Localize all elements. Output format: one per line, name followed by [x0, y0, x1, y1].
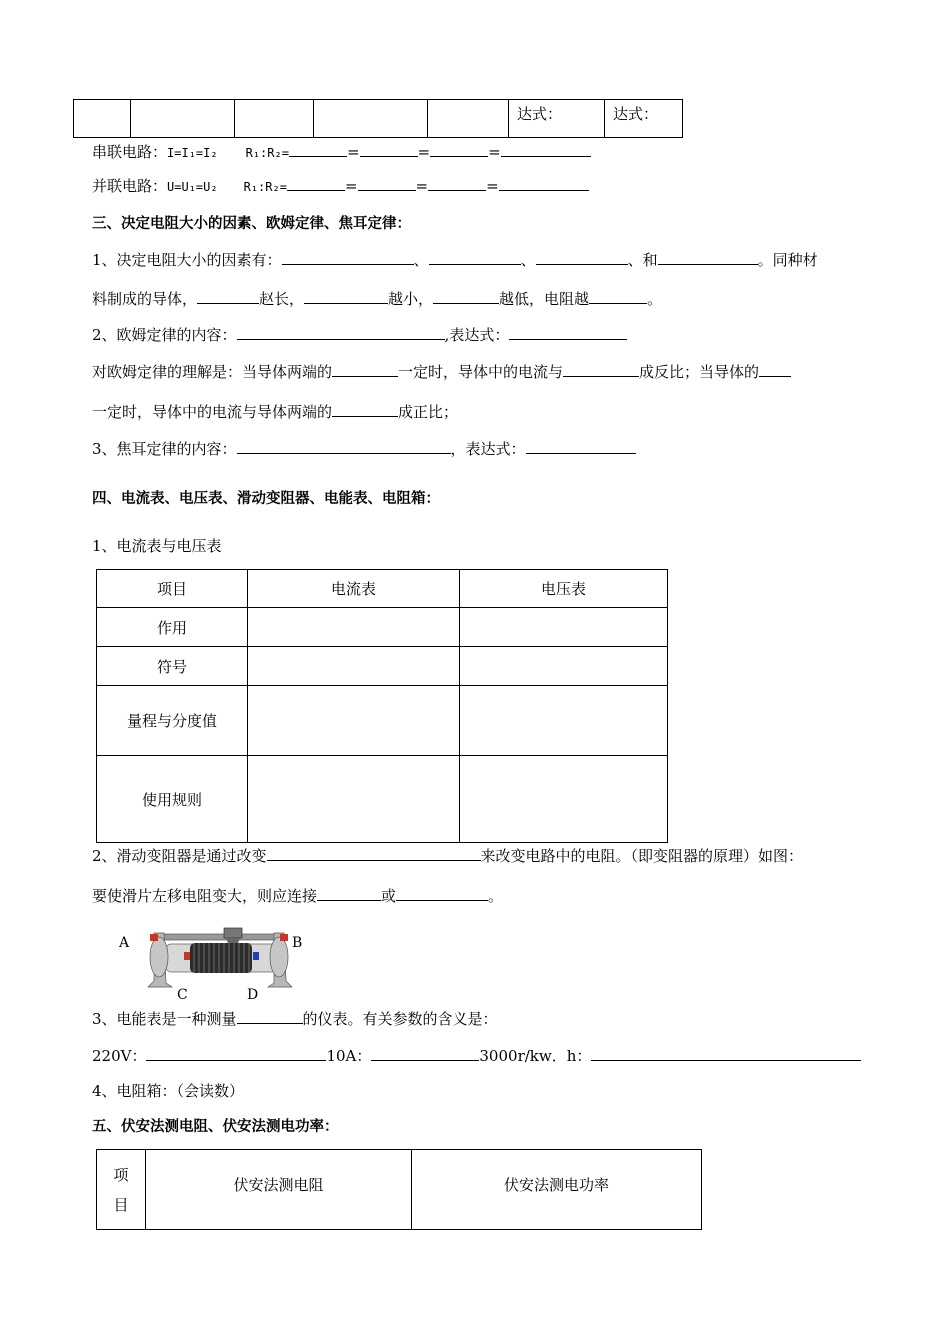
q2d-text: 或 — [381, 887, 397, 905]
table-header: 伏安法测电阻 — [146, 1150, 412, 1230]
q1-text: 1、决定电阻大小的因素有： — [92, 251, 282, 269]
q1b-text: 越小， — [388, 290, 434, 308]
section3-heading: 三、决定电阻大小的因素、欧姆定律、焦耳定律： — [92, 216, 411, 232]
table-row-label: 作用 — [97, 608, 248, 647]
q2-u-text: 成反比；当导体的 — [639, 363, 760, 381]
q3a-text: 3、电能表是一种测量 — [92, 1010, 237, 1028]
table-cell — [248, 686, 460, 756]
param-220v: 220V： — [92, 1047, 147, 1065]
q2-v-text: 一定时，导体中的电流与导体两端的 — [92, 403, 333, 421]
section3-q2-understanding-2 — [92, 402, 458, 422]
rheostat-label-c: C — [177, 987, 188, 1003]
q1b-text: 赵长， — [259, 290, 305, 308]
section4-q3 — [92, 1009, 498, 1029]
q2e-text: 。 — [488, 887, 504, 905]
q1b-text: 越低，电阻越 — [499, 290, 590, 308]
table-row-label: 量程与分度值 — [97, 686, 248, 756]
q1b-text: 料制成的导体， — [92, 290, 198, 308]
rheostat-label-d: D — [247, 987, 259, 1003]
q3-text: 3、焦耳定律的内容： — [92, 440, 237, 458]
table-row-label: 符号 — [97, 647, 248, 686]
top-table-cell: 达式： — [509, 100, 605, 138]
q2c-text: 要使滑片左移电阻变大，则应连接 — [92, 887, 318, 905]
parallel-line — [92, 176, 589, 197]
sep: 、和 — [627, 251, 658, 269]
rheostat-label-a: A — [119, 935, 130, 951]
table-header: 伏安法测电功率 — [412, 1150, 702, 1230]
section4-heading: 四、电流表、电压表、滑动变阻器、电能表、电阻箱： — [92, 491, 440, 507]
parallel-ratio: R₁:R₂= — [243, 180, 287, 194]
table-cell — [460, 647, 668, 686]
eq-sign: = — [344, 177, 358, 195]
table-row-label: 使用规则 — [97, 756, 248, 843]
section4-sub1: 1、电流表与电压表 — [92, 537, 222, 555]
eq-sign: = — [346, 143, 360, 161]
section4-q4: 4、电阻箱：（会读数） — [92, 1082, 245, 1100]
q1-end: 。同种材 — [757, 251, 818, 269]
section4-q2 — [92, 846, 803, 866]
section3-q1b — [92, 289, 662, 309]
section4-q2c — [92, 886, 503, 906]
q3-expr: ，表达式： — [450, 440, 526, 458]
series-formula: I=I₁=I₂ — [167, 146, 218, 160]
param-10a: 10A： — [326, 1047, 372, 1065]
eq-sign: = — [486, 177, 499, 195]
section3-q3 — [92, 439, 636, 459]
table-cell — [248, 608, 460, 647]
method-table — [96, 1149, 702, 1230]
q3b-text: 的仪表。有关参数的含义是： — [302, 1010, 498, 1028]
top-table — [73, 99, 683, 138]
param-3000r: 3000r/kw．h： — [479, 1047, 592, 1065]
section5-heading: 五、伏安法测电阻、伏安法测电功率： — [92, 1119, 339, 1135]
col0-a: 项 — [113, 1165, 129, 1184]
meter-table — [96, 569, 668, 843]
table-cell — [248, 756, 460, 843]
sep: 、 — [413, 251, 429, 269]
top-table-cell — [131, 100, 235, 138]
eq-sign: = — [417, 143, 431, 161]
col0-b: 目 — [113, 1195, 129, 1214]
table-cell — [460, 686, 668, 756]
sep: 、 — [520, 251, 536, 269]
top-table-cell — [235, 100, 314, 138]
top-table-cell — [74, 100, 131, 138]
table-header — [97, 1150, 146, 1230]
q2-u-text: 对欧姆定律的理解是：当导体两端的 — [92, 363, 333, 381]
parallel-formula: U=U₁=U₂ — [167, 180, 218, 194]
q2-v-text: 成正比； — [398, 403, 459, 421]
section4-params — [92, 1046, 861, 1066]
rheostat-label-b: B — [292, 935, 303, 951]
table-header: 电流表 — [248, 570, 460, 608]
q1b-text: 。 — [647, 290, 663, 308]
series-ratio: R₁:R₂= — [245, 146, 289, 160]
top-table-cell: 达式： — [605, 100, 683, 138]
section3-q2-understanding — [92, 362, 791, 382]
rheostat-icon — [116, 925, 316, 1005]
table-cell — [248, 647, 460, 686]
parallel-label: 并联电路： — [92, 177, 168, 195]
table-header: 电压表 — [460, 570, 668, 608]
eq-sign: = — [488, 143, 501, 161]
q2-u-text: 一定时，导体中的电流与 — [398, 363, 564, 381]
q2a-text: 2、滑动变阻器是通过改变 — [92, 847, 267, 865]
eq-sign: = — [415, 177, 429, 195]
top-table-cell — [314, 100, 428, 138]
table-header: 项目 — [97, 570, 248, 608]
rheostat-figure — [116, 925, 316, 1005]
series-line — [92, 142, 591, 163]
q2b-text: 来改变电路中的电阻。（即变阻器的原理）如图： — [480, 847, 804, 865]
section3-q2 — [92, 325, 627, 345]
series-label: 串联电路： — [92, 143, 168, 161]
q2-expr: ,表达式： — [444, 326, 510, 344]
table-cell — [460, 608, 668, 647]
table-cell — [460, 756, 668, 843]
section3-q1 — [92, 250, 818, 270]
q2-text: 2、欧姆定律的内容： — [92, 326, 237, 344]
top-table-cell — [428, 100, 509, 138]
